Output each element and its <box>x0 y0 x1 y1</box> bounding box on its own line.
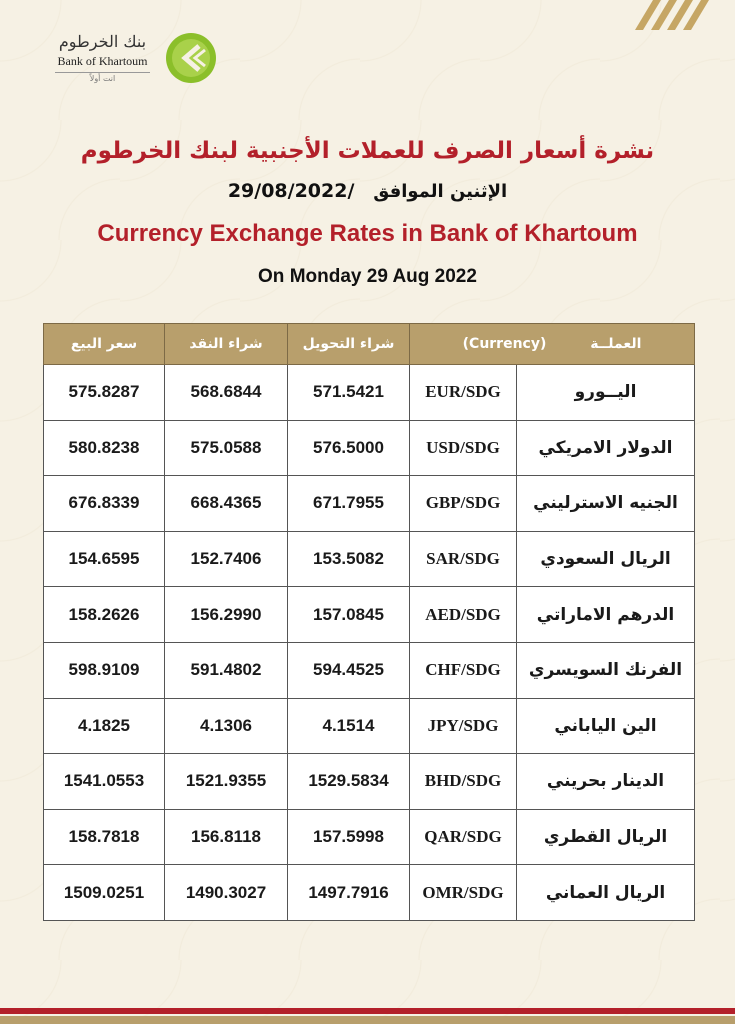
sell-rate: 1509.0251 <box>44 865 165 921</box>
currency-name: الفرنك السويسري <box>517 642 695 698</box>
exchange-rates-table <box>43 323 695 921</box>
bank-logo <box>55 30 220 90</box>
date-line <box>0 180 735 202</box>
sell-rate: 154.6595 <box>44 531 165 587</box>
currency-name: الين الياباني <box>517 698 695 754</box>
transfer-buy-rate: 576.5000 <box>288 420 410 476</box>
transfer-buy-rate: 153.5082 <box>288 531 410 587</box>
currency-name: الريال السعودي <box>517 531 695 587</box>
table-row <box>44 642 695 698</box>
currency-pair: QAR/SDG <box>410 809 517 865</box>
day-label: الإثنين الموافق <box>373 181 508 202</box>
currency-pair: AED/SDG <box>410 587 517 643</box>
currency-name: الريال العماني <box>517 865 695 921</box>
header-sell: سعر البيع <box>44 324 165 365</box>
cash-buy-rate: 1490.3027 <box>165 865 288 921</box>
sell-rate: 4.1825 <box>44 698 165 754</box>
cash-buy-rate: 591.4802 <box>165 642 288 698</box>
transfer-buy-rate: 594.4525 <box>288 642 410 698</box>
cash-buy-rate: 156.8118 <box>165 809 288 865</box>
cash-buy-rate: 575.0588 <box>165 420 288 476</box>
transfer-buy-rate: 571.5421 <box>288 365 410 421</box>
sell-rate: 580.8238 <box>44 420 165 476</box>
sell-rate: 598.9109 <box>44 642 165 698</box>
logo-name-ar: بنك الخرطوم <box>58 32 147 51</box>
cash-buy-rate: 1521.9355 <box>165 754 288 810</box>
currency-pair: BHD/SDG <box>410 754 517 810</box>
table-row <box>44 420 695 476</box>
table-row <box>44 531 695 587</box>
currency-name: الدرهم الاماراتي <box>517 587 695 643</box>
sell-rate: 676.8339 <box>44 476 165 532</box>
transfer-buy-rate: 1497.7916 <box>288 865 410 921</box>
currency-pair: CHF/SDG <box>410 642 517 698</box>
bulletin-date: 29/08/2022/ <box>227 180 355 202</box>
transfer-buy-rate: 157.0845 <box>288 587 410 643</box>
transfer-buy-rate: 671.7955 <box>288 476 410 532</box>
header-currency-en: (Currency) <box>462 336 547 352</box>
header-currency <box>410 324 695 365</box>
header-currency-ar: العملــة <box>590 336 642 352</box>
cash-buy-rate: 668.4365 <box>165 476 288 532</box>
currency-pair: SAR/SDG <box>410 531 517 587</box>
table-row <box>44 865 695 921</box>
table-row <box>44 476 695 532</box>
page-title-en: Currency Exchange Rates in Bank of Khartoum <box>97 220 638 247</box>
page-subtitle: On Monday 29 Aug 2022 <box>258 266 477 287</box>
cash-buy-rate: 4.1306 <box>165 698 288 754</box>
table-row <box>44 587 695 643</box>
logo-name-en: Bank of Khartoum <box>57 54 148 68</box>
logo-tagline: انت أولاً <box>55 72 150 83</box>
currency-name: اليــورو <box>517 365 695 421</box>
currency-pair: EUR/SDG <box>410 365 517 421</box>
currency-pair: JPY/SDG <box>410 698 517 754</box>
transfer-buy-rate: 1529.5834 <box>288 754 410 810</box>
gold-stripes-decoration <box>635 0 715 30</box>
sell-rate: 1541.0553 <box>44 754 165 810</box>
sell-rate: 158.7818 <box>44 809 165 865</box>
footer-gold-bar <box>0 1016 735 1024</box>
bok-logo-icon <box>165 32 217 84</box>
cash-buy-rate: 156.2990 <box>165 587 288 643</box>
cash-buy-rate: 152.7406 <box>165 531 288 587</box>
header-transfer-buy: شراء التحويل <box>288 324 410 365</box>
sell-rate: 575.8287 <box>44 365 165 421</box>
currency-name: الدينار بحريني <box>517 754 695 810</box>
currency-pair: OMR/SDG <box>410 865 517 921</box>
currency-pair: GBP/SDG <box>410 476 517 532</box>
table-row <box>44 698 695 754</box>
header-cash-buy: شراء النقد <box>165 324 288 365</box>
transfer-buy-rate: 4.1514 <box>288 698 410 754</box>
table-row <box>44 365 695 421</box>
currency-name: الدولار الامريكي <box>517 420 695 476</box>
page-title-ar: نشرة أسعار الصرف للعملات الأجنبية لبنك الخرطوم <box>80 138 655 164</box>
sell-rate: 158.2626 <box>44 587 165 643</box>
footer-red-bar <box>0 1008 735 1014</box>
table-row <box>44 754 695 810</box>
cash-buy-rate: 568.6844 <box>165 365 288 421</box>
currency-pair: USD/SDG <box>410 420 517 476</box>
transfer-buy-rate: 157.5998 <box>288 809 410 865</box>
table-row <box>44 809 695 865</box>
table-header-row <box>44 324 695 365</box>
currency-name: الريال القطري <box>517 809 695 865</box>
currency-name: الجنيه الاسترليني <box>517 476 695 532</box>
